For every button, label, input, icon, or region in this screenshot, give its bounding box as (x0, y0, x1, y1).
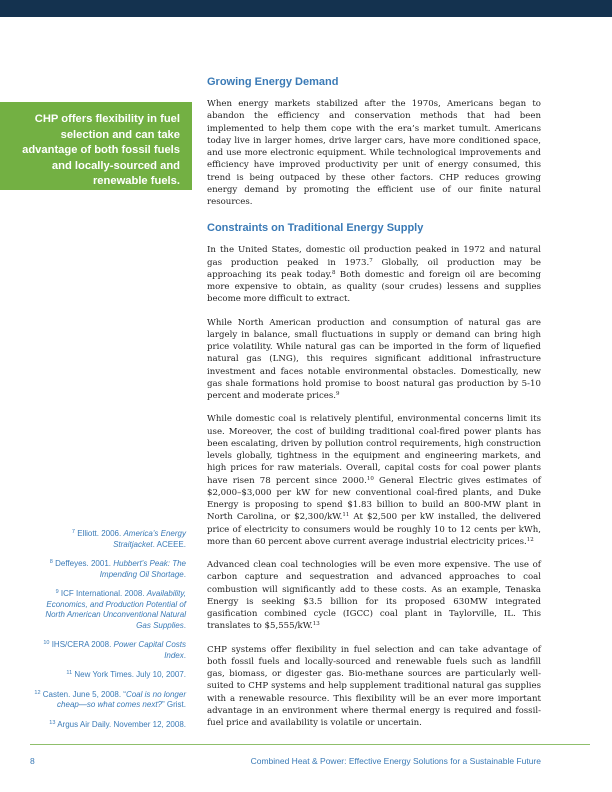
main-content (207, 76, 541, 729)
page-number: 8 (30, 756, 35, 766)
footnote-title: Availability, Economics, and Production Potential of North American Unconventional Natural Gas Supplies (45, 589, 186, 630)
paragraph-text: While North American production and consumption of natural gas are largely in balance, small fluctuations in supply or demand can bring high price volatility. While natural gas can be imported in the form of liquefied natural gas (LNG), this requires significant additional infrastructure investment and faces notable environmental obstacles. Domestically, new gas shale formations hold promise to boost natural gas production by 5-10 percent and moderate prices. (207, 317, 541, 401)
paragraph-text: Globally, oil production may be approaching its peak today. (207, 257, 541, 280)
footnote-title: Power Capital Costs Index (113, 640, 186, 660)
paragraph (207, 317, 541, 403)
footnote-text: . (183, 620, 186, 630)
footnote-text: ICF International. 2008. (60, 589, 147, 598)
pull-quote-text: CHP offers flexibility in fuel selection and can take advantage of both fossil fuels and locally-sourced and renewable fuels. (22, 113, 180, 187)
footnote-number: 10 (43, 640, 50, 646)
footnote-ref: 11 (342, 512, 350, 519)
paragraph: CHP systems offer flexibility in fuel selection and can take advantage of both fossil fuels and locally-sourced and renewable fuels such as landfill gas, biomass, or digester gas. Bio-methane sources are particularly well-suited to CHP systems and help supplement traditional natural gas supplies with a renewable resource. This flexibility will be an ever more important advantage in an environment where thermal energy is required and fossil-fuel price and availability is volatile or uncertain. (207, 644, 541, 728)
footnote-ref: 8 (332, 269, 336, 276)
footnotes-column (30, 529, 186, 739)
footnote (30, 670, 186, 681)
footnote-text: Elliott. 2006. (77, 529, 124, 538)
footnote-text: . (183, 569, 186, 579)
footnote (30, 529, 186, 550)
paragraph-text: While domestic coal is relatively plentiful, environmental concerns limit its use. Moreover, the cost of building traditional coal-fired power plants has been escalating, driven by pollution control requirements, high construction levels globally, tightness in the equipment and engineering markets, and high prices for raw materials. Overall, capital costs for coal power plants have risen 78 percent since 2000. (207, 414, 541, 486)
paragraph-text: Advanced clean coal technologies will be even more expensive. The use of carbon capture and sequestration and advanced approaches to coal combustion will significantly add to these costs. As an example, Tenaska Energy is seeking $3.5 billion for its proposed 630MW integrated gasification combined cycle (IGCC) coal plant in Taylorville, IL. This translates to $5,555/kW. (207, 560, 541, 632)
footnote-ref: 7 (369, 257, 373, 264)
footnote-number: 13 (49, 719, 56, 726)
footnote-text: ” Grist. (162, 700, 186, 709)
paragraph-text: At $2,500 per kW installed, the delivered price of electricity to consumers would be roughly 10 to 12 cents per kWh, more than 60 percent above current average industrial electricity prices. (207, 512, 541, 547)
section-heading-growing-energy-demand: Growing Energy Demand (207, 76, 339, 88)
footnote-ref: 9 (336, 391, 340, 397)
footnote-ref: 12 (526, 536, 534, 543)
footnote (30, 589, 186, 631)
paragraph (207, 559, 541, 633)
footnote-number: 9 (55, 589, 59, 595)
paragraph-text: In the United States, domestic oil production peaked in 1972 and natural gas production peaked in 1973. (207, 245, 541, 268)
footnote (30, 690, 186, 711)
footnote-text: New York Times. July 10, 2007. (74, 670, 186, 679)
footnote-text: Deffeyes. 2001. (55, 559, 114, 568)
footer-divider (30, 744, 590, 745)
footnote-text: Casten. June 5, 2008. “ (42, 689, 126, 699)
footnote (30, 559, 186, 580)
footnote-text: IHS/CERA 2008. (51, 640, 114, 649)
footnote-ref: 10 (366, 475, 374, 482)
paragraph (207, 413, 541, 548)
footnote-title: Coal is no longer cheap—so what comes next? (57, 689, 186, 709)
paragraph-text: General Electric gives estimates of $2,000–$3,000 per kW for new conventional coal-fired plants, and Duke Energy is proposing to spend $1.83 billion to build an 800-MW plant in North Carolina, or $2,300/kW. (207, 475, 541, 523)
paragraph-text: Both domestic and foreign oil are becoming more expensive to obtain, as quality (sour crudes) lessens and supplies become more difficult to extract. (207, 269, 541, 305)
footnote-text: Argus Air Daily. November 12, 2008. (57, 719, 186, 729)
footnote-number: 7 (71, 529, 75, 535)
footnote-title: America’s Energy Straitjacket (113, 529, 186, 549)
footnote-ref: 13 (312, 621, 320, 628)
footnote-text: . (183, 650, 186, 660)
paragraph: When energy markets stabilized after the 1970s, Americans began to abandon the efficiency and conservation methods that had been implemented to help them cope with the era’s market tumult. Americans today live in larger homes, drive larger cars, have more conditioned space, and use more electronic equipment. While technological improvements and efficiency have improved productivity per unit of energy consumed, this trend is being outpaced by these other factors. CHP reduces growing energy demand by promoting the efficient use of our finite natural resources. (207, 99, 541, 207)
top-banner-bar (0, 0, 612, 17)
footer-title: Combined Heat & Power: Effective Energy Solutions for a Sustainable Future (250, 756, 541, 766)
footnote-number: 8 (49, 559, 53, 565)
footnote (30, 640, 186, 661)
footnote-text: . ACEEE. (152, 539, 186, 549)
pull-quote-callout (0, 102, 192, 190)
paragraph (207, 244, 541, 305)
footnote (30, 720, 186, 731)
footnote-number: 12 (34, 689, 41, 696)
section-heading-constraints: Constraints on Traditional Energy Supply (207, 222, 424, 235)
footnote-number: 11 (66, 670, 73, 676)
footnote-title: Hubbert’s Peak: The Impending Oil Shortage (99, 559, 186, 579)
